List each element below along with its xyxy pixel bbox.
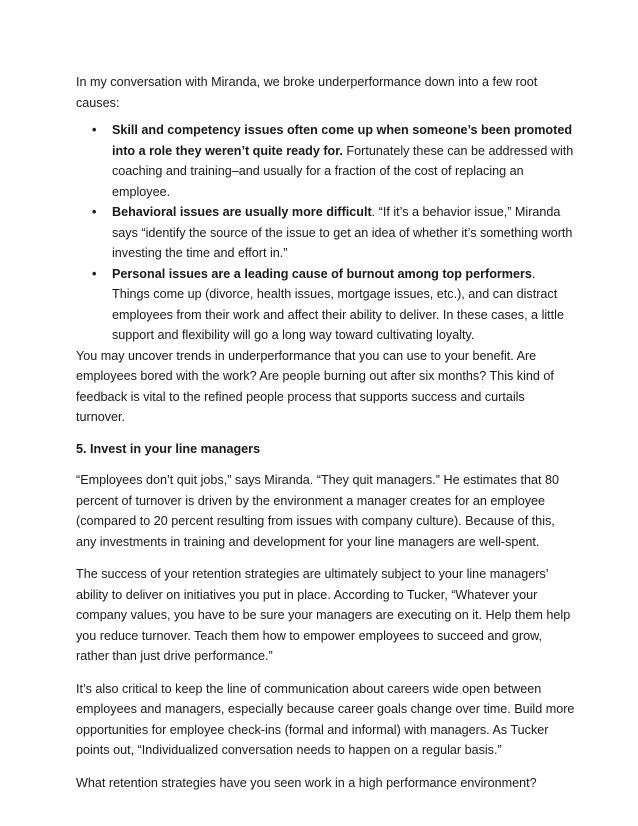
list-item-personal-issues (76, 264, 576, 346)
document-page (76, 72, 576, 805)
bullet-icon: • (92, 205, 97, 219)
list-item-bold-text: Behavioral issues are usually more difficult (112, 205, 372, 219)
paragraph-retention-success: The success of your retention strategies are ultimately subject to your line managers’ ability to deliver on initiatives you put in place. According to Tucker, “Whatever your company values, you have to be sure your managers are executing on it. Help them help you reduce turnover. Teach them how to empower employees to succeed and grow, rather than just drive performance.” (76, 567, 571, 663)
list-item-text: . “If it’s a behavior issue,” Miranda says “identify the source of the issue to get an idea of whether it’s something worth investing the time and effort in.” (112, 205, 573, 260)
paragraph-communication: It’s also critical to keep the line of communication about careers wide open between employees and managers, especially because career goals change over time. Build more opportunities for employee check-ins (formal and informal) with managers. As Tucker points out, “Individualized conversation needs to happen on a regular basis.” (76, 681, 575, 757)
list-item-behavioral-issues (76, 202, 576, 264)
bullet-icon: • (92, 123, 97, 137)
root-causes-list (76, 120, 576, 346)
list-item-bold-text: Skill and competency issues often come up when someone’s been promoted into a role they weren’t quite ready for. (112, 123, 573, 158)
list-item-text: Fortunately these can be addressed with coaching and training–and usually for a fraction of the cost of replacing an employee. (112, 143, 574, 199)
list-item-text: . Things come up (divorce, health issues, mortgage issues, etc.), and can distract employees from their work and affect their ability to deliver. In these cases, a little support and flexibility will go a long way toward cultivating loyalty. (112, 266, 564, 342)
section-heading: 5. Invest in your line managers (76, 441, 261, 456)
intro-paragraph: In my conversation with Miranda, we broke underperformance down into a few root causes: (76, 75, 538, 110)
paragraph-quit-managers: “Employees don’t quit jobs,” says Miranda. “They quit managers.” He estimates that 80 percent of turnover is driven by the environment a manager creates for an employee (compared to 20 percent resulting from issues with company culture). Because of this, any investments in training and development for your line managers are well-spent. (76, 473, 559, 549)
bullet-icon: • (92, 266, 97, 281)
underperformance-trends-paragraph: You may uncover trends in underperformance that you can use to your benefit. Are employees bored with the work? Are people burning out after six months? This kind of feedback is vital to the refined people process that supports success and curtails turnover. (76, 348, 554, 424)
list-item-bold-text: Personal issues are a leading cause of burnout among top performers (112, 266, 532, 281)
paragraph-closing-question: What retention strategies have you seen work in a high performance environment? (76, 775, 537, 790)
list-item-skill-issues (76, 120, 576, 202)
